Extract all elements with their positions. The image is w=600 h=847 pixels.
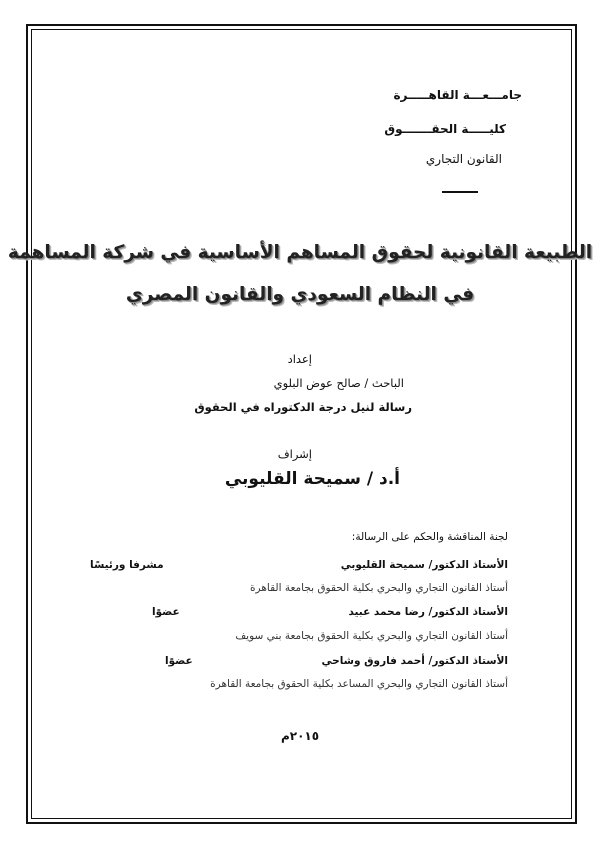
university-name: جامـــعـــة القاهـــــرة (393, 88, 522, 102)
committee-member-role: عضوًا (152, 606, 180, 618)
committee-member-role: عضوًا (165, 655, 193, 667)
degree-statement: رسالة لنيل درجة الدكتوراه في الحقوق (194, 400, 412, 414)
thesis-title-line-2: في النظام السعودي والقانون المصري (125, 284, 475, 305)
faculty-name: كليـــــة الحقـــــــوق (384, 122, 506, 136)
header-divider (442, 191, 478, 193)
department-name: القانون التجاري (425, 152, 502, 166)
researcher-name: الباحث / صالح عوض البلوي (273, 376, 404, 390)
supervision-label: إشراف (277, 447, 312, 461)
committee-member-name: الأستاذ الدكتور/ رضا محمد عبيد (348, 606, 508, 618)
year: ٢٠١٥م (280, 729, 320, 743)
committee-member-description: أستاذ القانون التجاري والبحري بكلية الحقوق بجامعة القاهرة (250, 582, 508, 594)
committee-member-role: مشرفا ورئيسًا (90, 559, 164, 571)
supervisor-name: أ.د / سميحة القليوبي (224, 469, 400, 489)
committee-member-name: الأستاذ الدكتور/ سميحة القليوبي (340, 559, 508, 571)
thesis-title-line-1: الطبيعة القانونية لحقوق المساهم الأساسية في شركة المساهمة (7, 242, 593, 263)
prepared-by-label: إعداد (287, 352, 312, 366)
page-border-inner (31, 29, 572, 819)
committee-title: لجنة المناقشة والحكم على الرسالة: (351, 531, 508, 543)
committee-member-description: أستاذ القانون التجاري والبحري المساعد بكلية الحقوق بجامعة القاهرة (210, 678, 508, 690)
committee-member-description: أستاذ القانون التجاري والبحري بكلية الحقوق بجامعة بني سويف (235, 630, 508, 642)
committee-member-name: الأستاذ الدكتور/ أحمد فاروق وشاحي (321, 655, 508, 667)
